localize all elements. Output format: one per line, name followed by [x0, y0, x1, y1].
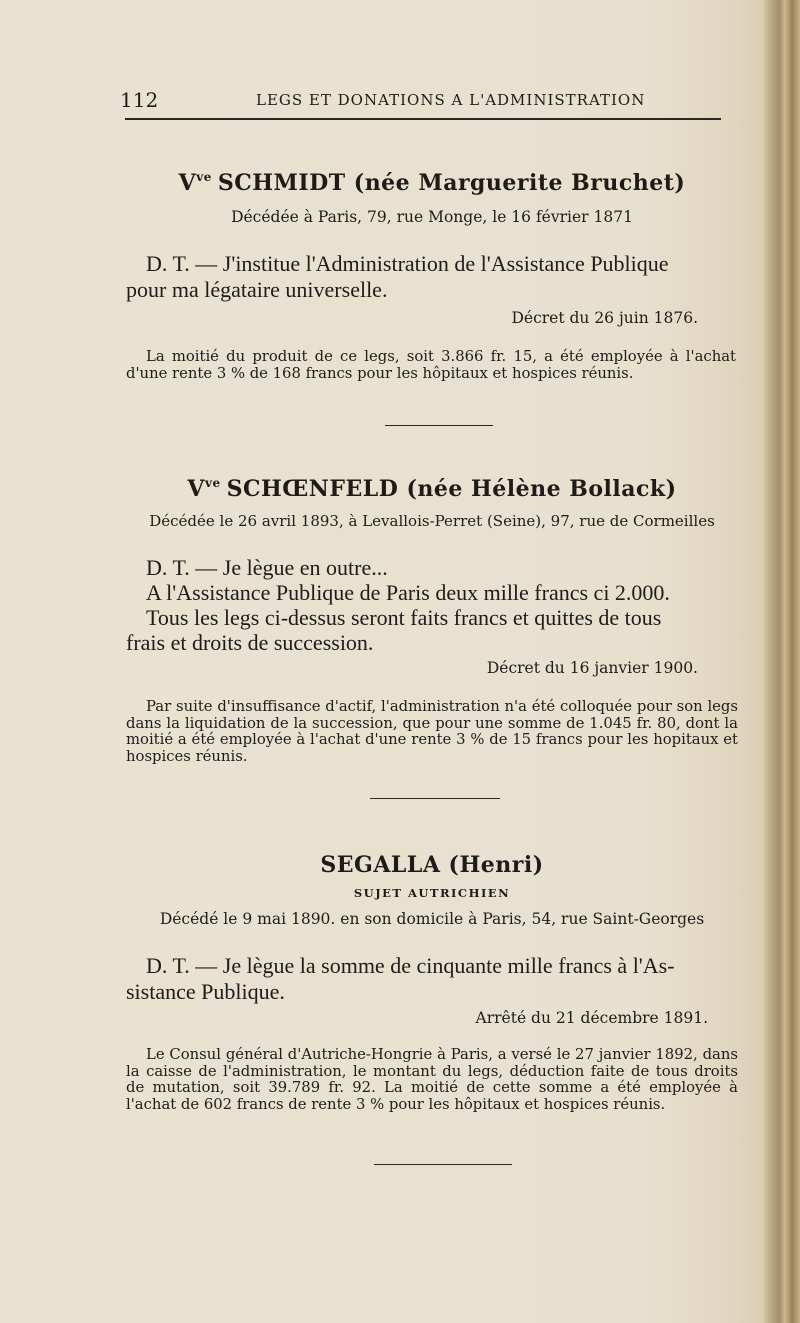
section-separator [370, 798, 500, 799]
section-separator [385, 425, 493, 426]
entry-name: $V^{ve}$ SCHMIDT (née Marguerite Bruchet) [178, 170, 686, 196]
entry-subject: SUJET AUTRICHIEN [353, 886, 511, 900]
page-number: 112 [120, 88, 159, 112]
entry-will: D. T. — Je lègue en outre... A l'Assistance Publique de Paris deux mille francs ci 2.000. Tous les legs ci-dessus seront faits francs et quittes de tous frais et droits de succession. [126, 555, 670, 655]
entry-schmidt [126, 170, 738, 382]
entry-note: La moitié du produit de ce legs, soit 3.866 fr. 15, a été employée à l'achat d'une rente 3 % de 168 francs pour les hôpitaux et hospices réunis. [126, 348, 736, 382]
entry-note: Par suite d'insuffisance d'actif, l'administration n'a été colloquée pour son legs dans la liquidation de la succession, que pour une somme de 1.045 fr. 80, dont la moitié a été employée à l'achat d'une rente 3 % de 15 francs pour les hopitaux et hospices réunis. [126, 698, 738, 765]
entry-decree: Arrêté du 21 décembre 1891. [475, 1009, 708, 1027]
header-rule [125, 118, 721, 120]
running-title: LEGS ET DONATIONS A L'ADMINISTRATION [256, 91, 646, 109]
section-separator [374, 1164, 512, 1165]
entry-schoenfeld [126, 476, 738, 765]
entry-will: D. T. — Je lègue la somme de cinquante mille francs à l'As- sistance Publique. [126, 953, 675, 1004]
entry-decree: Décret du 26 juin 1876. [511, 309, 698, 327]
entry-will: D. T. — J'institue l'Administration de l'Assistance Publique pour ma légataire universelle. [126, 251, 669, 302]
entry-segalla [126, 852, 738, 1113]
entry-death: Décédé le 9 mai 1890. en son domicile à Paris, 54, rue Saint-Georges [159, 910, 705, 928]
page-header [120, 88, 720, 110]
entry-decree: Décret du 16 janvier 1900. [486, 659, 698, 677]
entry-name: $V^{ve}$ SCHŒNFELD (née Hélène Bollack) [187, 476, 677, 502]
entry-death: Décédée à Paris, 79, rue Monge, le 16 février 1871 [231, 208, 633, 226]
entry-death: Décédée le 26 avril 1893, à Levallois-Perret (Seine), 97, rue de Cormeilles [149, 512, 715, 530]
entry-name: SEGALLA (Henri) [320, 852, 544, 878]
entry-note: Le Consul général d'Autriche-Hongrie à Paris, a versé le 27 janvier 1892, dans la caisse de l'administration, le montant du legs, déduction faite de tous droits de mutation, soit 39.789 fr. 92. La moitié de cette somme a été employée à l'achat de 602 francs de rente 3 % pour les hôpitaux et hospices réunis. [126, 1046, 738, 1113]
page-binding-edge [762, 0, 800, 1323]
